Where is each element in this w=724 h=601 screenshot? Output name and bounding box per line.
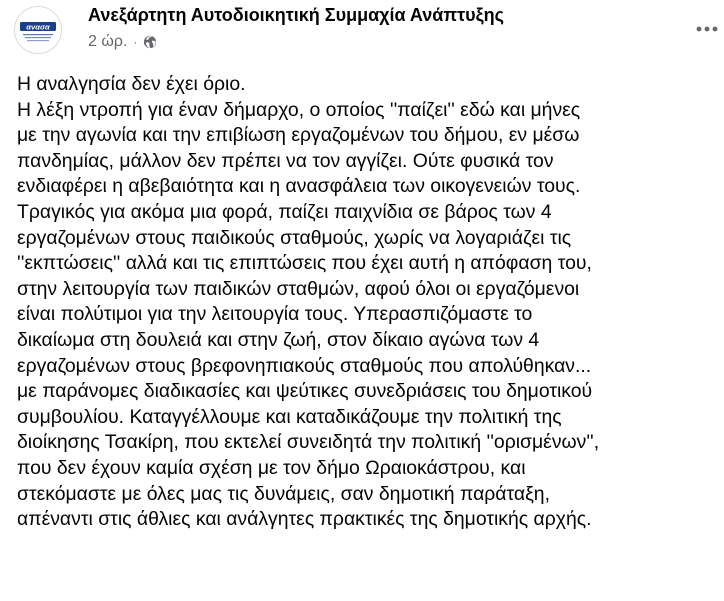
post-text-line: συμβουλίου. Καταγγέλλουμε και καταδικάζουμε την πολιτική της xyxy=(17,405,562,428)
post-body-text xyxy=(17,72,724,533)
post-text-line: δικαίωμα στη δουλειά και στην ζωή, στον δίκαιο αγώνα των 4 xyxy=(17,328,540,351)
globe-icon[interactable] xyxy=(143,35,157,49)
post-text-line: εργαζομένων στους παιδικούς σταθμούς, χωρίς να λογαριάζει τις xyxy=(17,226,572,249)
svg-text:ανασα: ανασα xyxy=(26,22,50,32)
post-text-line: απέναντι στις άθλιες και ανάλγητες πρακτικές της δημοτικής αρχής. xyxy=(17,508,592,531)
post-text-line: στεκόμαστε με όλες μας τις δυνάμεις, σαν δημοτική παράταξη, xyxy=(17,482,550,505)
post-text-line: Τραγικός για ακόμα μια φορά, παίζει παιχνίδια σε βάρος των 4 xyxy=(17,200,552,223)
post-text-line: ''εκπτώσεις'' αλλά και τις επιπτώσεις που έχει αυτή η απόφαση του, xyxy=(17,252,592,275)
post-text-line: με παράνομες διαδικασίες και ψεύτικες συνεδριάσεις του δημοτικού xyxy=(17,380,593,403)
post-text-line: στην λειτουργία των παιδικών σταθμών, αφού όλοι οι εργαζόμενοι xyxy=(17,277,580,300)
meta-separator: · xyxy=(133,35,138,49)
more-options-icon xyxy=(696,26,718,32)
page-avatar[interactable] xyxy=(14,6,62,54)
post-meta xyxy=(88,33,157,51)
post-text-line: ενδιαφέρει η αβεβαιότητα και η ανασφάλεια των οικογενειών τους. xyxy=(17,175,581,198)
page-name-link[interactable]: Ανεξάρτητη Αυτοδιοικητική Συμμαχία Ανάπτυξης xyxy=(88,5,504,25)
post-timestamp[interactable]: 2 ώρ. xyxy=(88,33,128,50)
post-text-line: Η λέξη ντροπή για έναν δήμαρχο, ο οποίος ''παίζει'' εδώ και μήνες xyxy=(17,98,581,121)
post-text-line: εργαζομένων στους βρεφονηπιακούς σταθμούς που απολύθηκαν... xyxy=(17,354,592,377)
post-text-line: πανδημίας, μάλλον δεν πρέπει να τον αγγίζει. Ούτε φυσικά τον xyxy=(17,149,554,172)
post-text-line: Η αναλγησία δεν έχει όριο. xyxy=(17,73,246,95)
post-header xyxy=(0,0,724,64)
anasa-logo-icon xyxy=(15,7,61,53)
post-text-line: είναι πολύτιμοι για την λειτουργία τους. Υπερασπιζόμαστε το xyxy=(17,303,533,326)
post-text-line: που δεν έχουν καμία σχέση με τον δήμο Ωραιοκάστρου, και xyxy=(17,456,526,479)
more-options-button[interactable] xyxy=(692,14,722,44)
post-text-line: διοίκησης Τσακίρη, που εκτελεί συνειδητά την πολιτική ''ορισμένων'', xyxy=(17,431,600,454)
post-text-line: με την αγωνία και την επιβίωση εργαζομένων του δήμου, εν μέσω xyxy=(17,124,580,147)
